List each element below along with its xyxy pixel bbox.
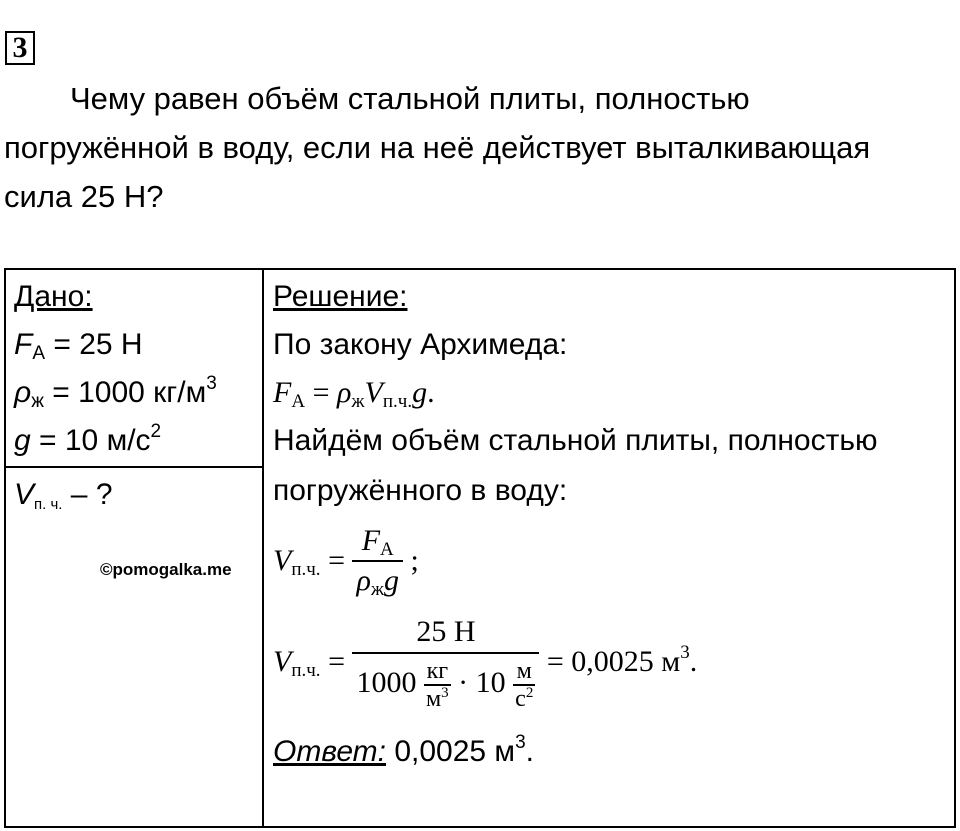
- formula-archimedes: $F_А = \rho_жV_{п.ч.}g$.: [273, 376, 435, 412]
- problem-line-3: сила 25 Н?: [4, 179, 164, 214]
- unit-kg-per-m3: $\frac{кг}{м^3}$: [425, 658, 449, 712]
- table-divider-horizontal: [4, 466, 264, 468]
- solution-text-line-2: погружённого в воду:: [273, 474, 568, 507]
- formula-calculation: $V_{п.ч.}$ = 25 Н 1000 $\frac{кг}{м^3}$ · 10 $\frac{м}{с^2}$ = 0,0025 $м^3$.: [273, 612, 697, 712]
- watermark: ©pomogalka.me: [100, 560, 232, 579]
- calculation-fraction: 25 Н 1000 $\frac{кг}{м^3}$ · 10 $\frac{м}{с^2}$: [352, 612, 539, 712]
- problem-line-2: погружённой в воду, если на неё действует выталкивающая: [4, 130, 871, 165]
- table-divider-vertical: [262, 268, 264, 828]
- answer-label: Ответ:: [273, 735, 386, 768]
- given-gravity: g = 10 $м/с^2$: [14, 421, 162, 457]
- answer: Ответ: 0,0025 $м^3$.: [273, 732, 534, 768]
- problem-statement: [4, 74, 954, 221]
- solution-text-line-1: Найдём объём стальной плиты, полностью: [273, 424, 878, 457]
- find-volume: $V_{п. ч.}$ – ?: [14, 478, 113, 513]
- archimedes-law: По закону Архимеда:: [273, 328, 568, 361]
- problem-line-1: Чему равен объём стальной плиты, полностью: [70, 81, 750, 116]
- given-heading: Дано:: [14, 280, 93, 313]
- formula-volume: $V_{п.ч.}$ = $\frac{F_А}{\rho_жg}$ ;: [273, 524, 419, 600]
- given-buoyant-force: $F_А = 25$ Н: [14, 328, 143, 364]
- given-water-density: $\rho_ж = 1000$ $кг/м^3$: [14, 373, 217, 412]
- solution-heading: Решение:: [273, 280, 408, 313]
- task-number: 3: [5, 31, 35, 65]
- volume-fraction: $\frac{F_А}{\rho_жg}$: [352, 522, 403, 600]
- unit-m-per-s2: $\frac{м}{с^2}$: [515, 658, 534, 712]
